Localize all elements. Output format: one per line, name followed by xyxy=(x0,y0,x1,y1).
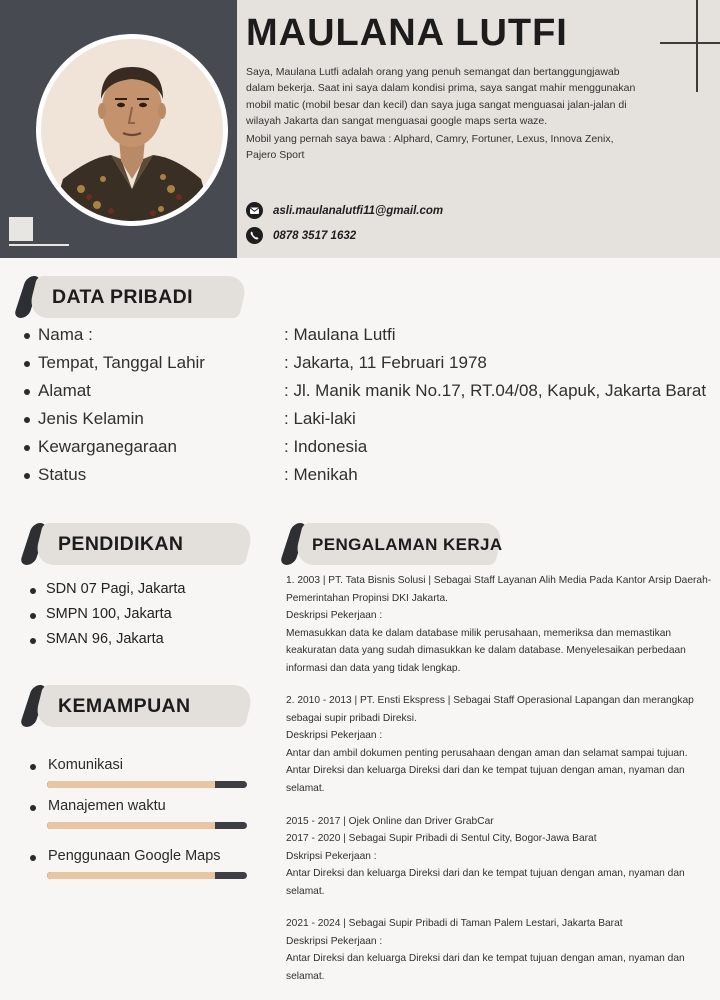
skill-bar-fill xyxy=(47,822,215,829)
bullet xyxy=(30,805,36,811)
experience-line: Antar Direksi dan keluarga Direksi dari dan ke tempat tujuan dengan aman, nyaman dan selamat. xyxy=(286,868,685,897)
bullet xyxy=(30,855,36,861)
personal-data-row xyxy=(18,434,718,462)
bullet xyxy=(24,361,30,367)
experience-line: 2017 - 2020 | Sebagai Supir Pribadi di Sentul City, Bogor-Jawa Barat xyxy=(286,833,597,845)
bullet xyxy=(24,417,30,423)
bullet xyxy=(24,473,30,479)
profile-photo xyxy=(41,39,223,221)
education-text: SMAN 96, Jakarta xyxy=(46,631,164,647)
experience-line: Dskripsi Pekerjaan : xyxy=(286,850,377,862)
section-title-pendidikan xyxy=(18,521,258,567)
experience-list xyxy=(286,572,712,1000)
email-icon xyxy=(246,202,263,219)
section-title-data-pribadi xyxy=(12,274,252,320)
cars-paragraph: Mobil yang pernah saya bawa : Alphard, Camry, Fortuner, Lexus, Innova Zenix, Pajero Sport xyxy=(246,133,614,162)
field-value: : Laki-laki xyxy=(284,409,356,428)
candidate-name: MAULANA LUTFI xyxy=(246,12,568,54)
experience-line: Memasukkan data ke dalam database milik perusahaan, memeriksa dan memastikan keakuratan data yang sudah dimasukkan ke dalam database. Menyelesaikan perbedaan informasi dan data yang tidak lengkap. xyxy=(286,627,686,674)
phone-text[interactable]: 0878 3517 1632 xyxy=(273,229,357,242)
bullet xyxy=(30,588,36,594)
field-value: : Maulana Lutfi xyxy=(284,325,396,344)
bullet xyxy=(30,613,36,619)
header xyxy=(0,0,720,258)
personal-data-row xyxy=(18,350,718,378)
bullet xyxy=(30,764,36,770)
bullet xyxy=(30,638,36,644)
skill-row xyxy=(24,848,254,870)
skill-item xyxy=(24,798,254,820)
field-label: Jenis Kelamin xyxy=(38,409,144,428)
experience-line: Antar dan ambil dokumen penting perusahaan dengan aman dan selamat sampai tujuan. Antar Direksi dan keluarga Direksi dari dan ke tempat tujuan dengan aman, nyaman dan selamat. xyxy=(286,747,688,795)
experience-line: 1. 2003 | PT. Tata Bisnis Solusi | Sebagai Staff Layanan Alih Media Pada Kantor Arsip Daerah-Pemerintahan Propinsi DKI Jakarta. xyxy=(286,575,712,604)
skill-bar xyxy=(47,781,247,788)
section-title-label: PENGALAMAN KERJA xyxy=(312,535,503,554)
field-value: : Indonesia xyxy=(284,437,368,456)
experience-line: Deskripsi Pekerjaan : xyxy=(286,610,383,622)
skill-row xyxy=(24,757,254,779)
email-row[interactable] xyxy=(246,202,443,219)
section-title-label: KEMAMPUAN xyxy=(58,695,191,717)
field-value: : Menikah xyxy=(284,465,358,484)
decor-square xyxy=(9,217,33,241)
personal-data-row xyxy=(18,462,718,490)
skill-item xyxy=(24,757,254,779)
experience-line: 2015 - 2017 | Ojek Online dan Driver GrabCar xyxy=(286,815,494,827)
experience-line: Antar Direksi dan keluarga Direksi dari dan ke tempat tujuan dengan aman, nyaman dan selamat. xyxy=(286,953,685,982)
section-title-kemampuan xyxy=(18,683,258,729)
section-title-pengalaman xyxy=(278,521,508,567)
personal-data-row xyxy=(18,378,718,406)
bullet xyxy=(24,389,30,395)
skill-label: Komunikasi xyxy=(48,757,123,773)
skill-bar xyxy=(47,822,247,829)
experience-line: Deskripsi Pekerjaan : xyxy=(286,935,383,947)
personal-data-row xyxy=(18,406,718,434)
field-value: : Jakarta, 11 Februari 1978 xyxy=(284,353,487,372)
decor-underline xyxy=(9,244,69,246)
intro-text xyxy=(246,64,646,164)
decor-line-horizontal xyxy=(660,42,720,44)
intro-paragraph: Saya, Maulana Lutfi adalah orang yang penuh semangat dan bertanggungjawab dalam bekerja. Saat ini saya dalam kondisi prima, saya sangat mahir menggunakan mobil matic (mobil besar dan kecil) dan saya juga sangat menguasai jalan-jalan di wilayah Jakarta dan sangat menguasai google maps serta waze. xyxy=(246,66,636,127)
personal-data-list xyxy=(18,322,718,490)
section-title-label: DATA PRIBADI xyxy=(52,286,193,308)
phone-glyph xyxy=(249,230,260,241)
decor-line-vertical xyxy=(696,0,698,92)
education-text: SMPN 100, Jakarta xyxy=(46,606,172,622)
field-label: Alamat xyxy=(38,381,91,400)
skill-bar xyxy=(47,872,247,879)
education-text: SDN 07 Pagi, Jakarta xyxy=(46,581,186,597)
profile-photo-frame xyxy=(36,34,228,226)
skill-label: Manajemen waktu xyxy=(48,798,166,814)
email-text[interactable]: asli.maulanalutfi11@gmail.com xyxy=(273,204,444,217)
experience-line: 2021 - 2024 | Sebagai Supir Pribadi di Taman Palem Lestari, Jakarta Barat xyxy=(286,918,623,930)
skill-label: Penggunaan Google Maps xyxy=(48,848,221,864)
portrait-illustration xyxy=(41,39,223,221)
field-label: Kewarganegaraan xyxy=(38,437,177,456)
bullet xyxy=(24,445,30,451)
field-value: : Jl. Manik manik No.17, RT.04/08, Kapuk, Jakarta Barat xyxy=(284,381,707,400)
skill-bar-fill xyxy=(47,872,215,879)
envelope-glyph xyxy=(249,205,260,216)
experience-line: 2. 2010 - 2013 | PT. Ensti Ekspress | Sebagai Staff Operasional Lapangan dan merangkap sebagai supir pribadi Direksi. xyxy=(286,695,694,724)
experience-line: Deskripsi Pekerjaan : xyxy=(286,730,383,742)
skill-item xyxy=(24,848,254,870)
skill-bar-fill xyxy=(47,781,215,788)
field-label: Status xyxy=(38,465,87,484)
section-title-label: PENDIDIKAN xyxy=(58,533,184,555)
phone-row[interactable] xyxy=(246,227,356,244)
phone-icon xyxy=(246,227,263,244)
experience-block xyxy=(286,915,712,985)
experience-block xyxy=(286,813,712,901)
field-label: Tempat, Tanggal Lahir xyxy=(38,353,205,372)
field-label: Nama : xyxy=(38,325,93,344)
personal-data-row xyxy=(18,322,718,350)
bullet xyxy=(24,333,30,339)
experience-block xyxy=(286,572,712,677)
skill-row xyxy=(24,798,254,820)
experience-block xyxy=(286,692,712,797)
